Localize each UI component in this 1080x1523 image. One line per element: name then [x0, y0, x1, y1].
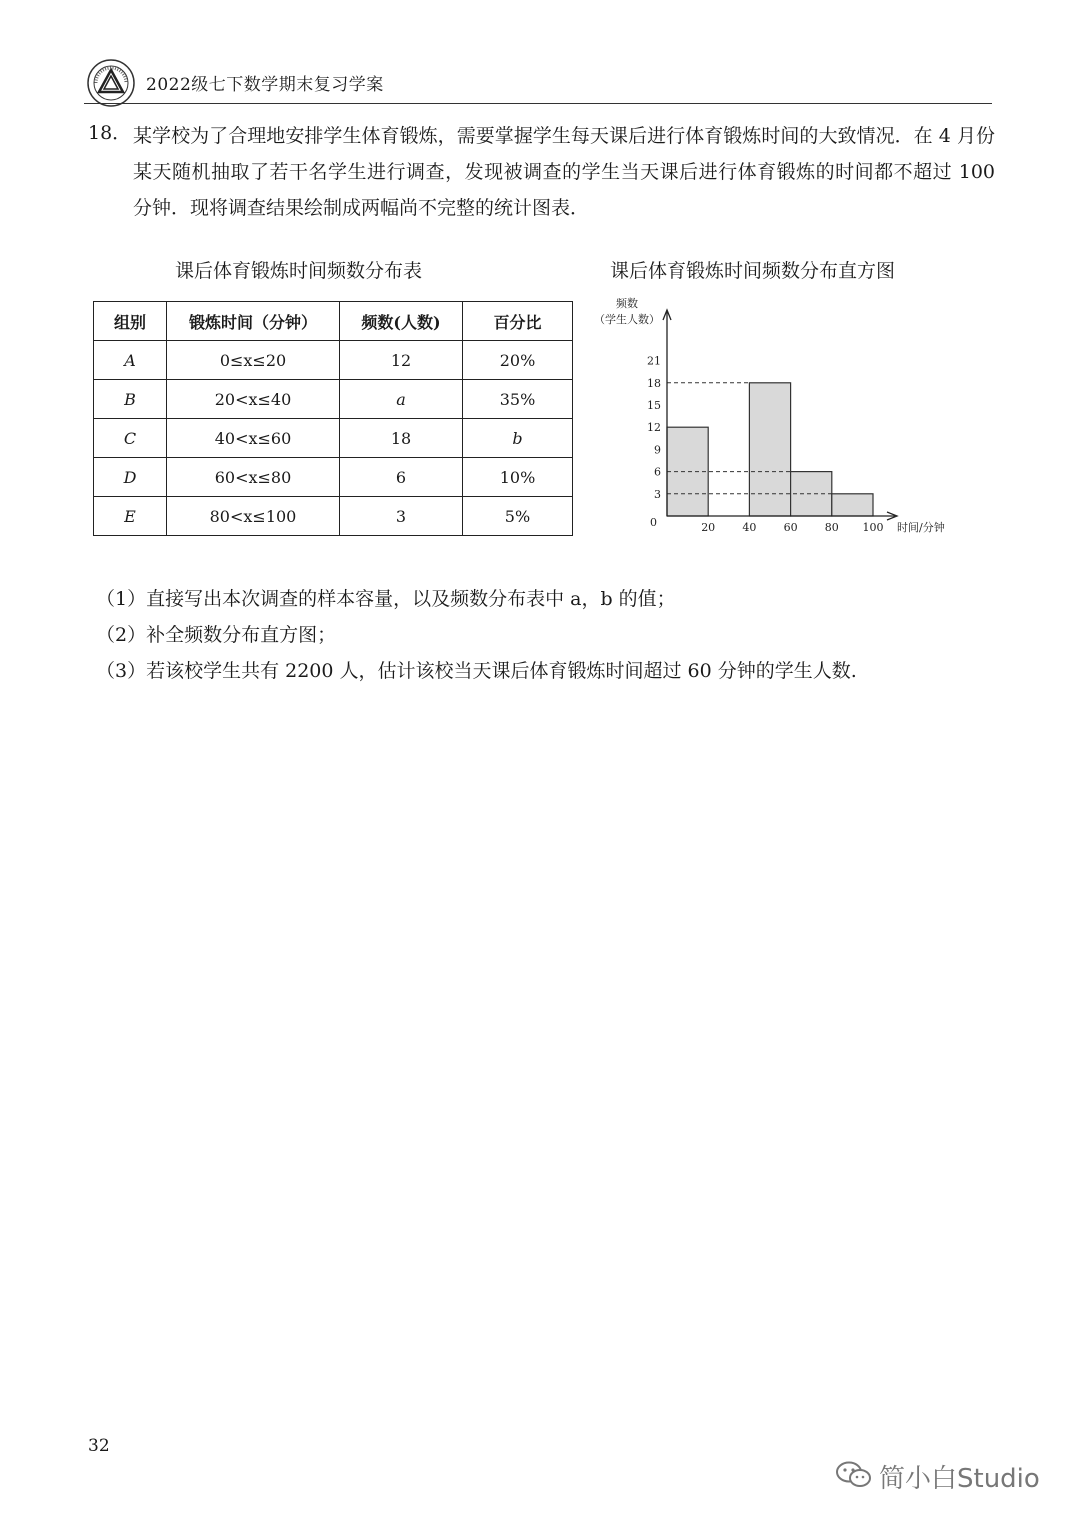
- header-title: 2022级七下数学期末复习学案: [146, 75, 384, 95]
- origin-label: 0: [650, 516, 657, 529]
- header-time: 锻炼时间（分钟）: [167, 302, 340, 341]
- header-count: 频数(人数): [340, 302, 463, 341]
- table-row: [94, 458, 573, 497]
- percent-cell: 20%: [463, 341, 573, 380]
- count-cell: 6: [340, 458, 463, 497]
- page-number: 32: [88, 1436, 110, 1456]
- y-tick-label: 18: [647, 376, 661, 390]
- count-cell: a: [340, 380, 463, 419]
- chart-caption: 课后体育锻炼时间频数分布直方图: [610, 260, 896, 282]
- frequency-histogram: [585, 290, 965, 550]
- frequency-table: [93, 301, 573, 536]
- watermark: [835, 1458, 1055, 1494]
- x-tick-label: 20: [701, 521, 716, 534]
- table-row: [94, 341, 573, 380]
- x-tick-label: 60: [783, 521, 798, 534]
- count-cell: 12: [340, 341, 463, 380]
- x-tick-label: 80: [824, 521, 839, 534]
- count-cell: 18: [340, 419, 463, 458]
- school-logo: [86, 58, 136, 108]
- histogram-bar: [832, 494, 873, 516]
- header-divider: [84, 103, 992, 104]
- interval-cell: 0≤x≤20: [167, 341, 340, 380]
- y-tick-label: 9: [654, 443, 661, 457]
- header-group: 组别: [94, 302, 167, 341]
- table-row: [94, 380, 573, 419]
- group-cell: A: [94, 341, 167, 380]
- group-cell: B: [94, 380, 167, 419]
- interval-cell: 60<x≤80: [167, 458, 340, 497]
- header-percent: 百分比: [463, 302, 573, 341]
- y-tick-label: 21: [647, 354, 661, 368]
- group-cell: C: [94, 419, 167, 458]
- interval-cell: 40<x≤60: [167, 419, 340, 458]
- x-tick-label: 100: [862, 521, 884, 534]
- sub-question-1: （1）直接写出本次调查的样本容量，以及频数分布表中 a，b 的值；: [96, 588, 676, 610]
- wechat-icon: [835, 1460, 873, 1490]
- x-axis-label: 时间/分钟: [897, 521, 945, 534]
- group-cell: D: [94, 458, 167, 497]
- table-header-row: [94, 302, 573, 341]
- percent-cell: 35%: [463, 380, 573, 419]
- interval-cell: 20<x≤40: [167, 380, 340, 419]
- table-row: [94, 419, 573, 458]
- interval-cell: 80<x≤100: [167, 497, 340, 536]
- y-tick-label: 15: [647, 399, 661, 412]
- y-tick-label: 12: [647, 421, 661, 435]
- sub-question-3: （3）若该校学生共有 2200 人，估计该校当天课后体育锻炼时间超过 60 分钟的学生人数.: [96, 660, 857, 682]
- histogram-bar: [749, 383, 790, 516]
- y-tick-label: 3: [654, 487, 661, 501]
- y-tick-label: 6: [654, 465, 661, 479]
- percent-cell: b: [463, 419, 573, 458]
- group-cell: E: [94, 497, 167, 536]
- y-axis-label: 频数: [616, 297, 638, 310]
- percent-cell: 5%: [463, 497, 573, 536]
- question-text: 某学校为了合理地安排学生体育锻炼，需要掌握学生每天课后进行体育锻炼时间的大致情况．在 4 月份某天随机抽取了若干名学生进行调查，发现被调查的学生当天课后进行体育锻炼的时间都不超过 100 分钟．现将调查结果绘制成两幅尚不完整的统计图表．: [133, 125, 995, 219]
- x-tick-label: 40: [742, 521, 757, 534]
- percent-cell: 10%: [463, 458, 573, 497]
- table-caption: 课后体育锻炼时间频数分布表: [175, 260, 423, 282]
- table-row: [94, 497, 573, 536]
- count-cell: 3: [340, 497, 463, 536]
- y-axis-sublabel: （学生人数）: [594, 313, 660, 326]
- sub-question-2: （2）补全频数分布直方图；: [96, 624, 337, 646]
- watermark-text: 简小白Studio: [879, 1464, 1040, 1494]
- question-number: 18．: [88, 122, 132, 144]
